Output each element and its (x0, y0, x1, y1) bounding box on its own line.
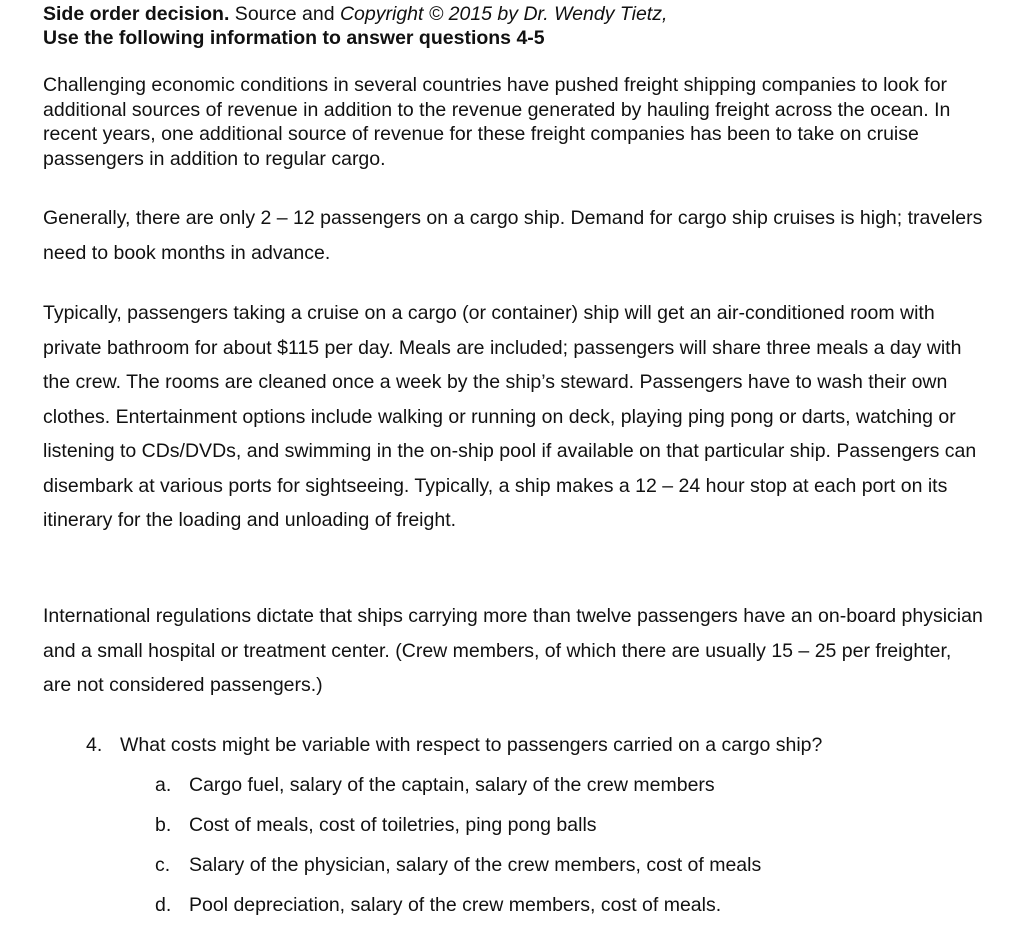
paragraph-passengers: Generally, there are only 2 – 12 passengers on a cargo ship. Demand for cargo ship cruises is high; travelers need to book months in advance. (43, 207, 983, 264)
option-text: Cargo fuel, salary of the captain, salary of the crew members (189, 774, 715, 796)
option-letter: d. (155, 894, 172, 916)
question-text: What costs might be variable with respect to passengers carried on a cargo ship? (120, 734, 823, 756)
paragraph-regulations: International regulations dictate that ships carrying more than twelve passengers have an on-board physician and a small hospital or treatment center. (Crew members, of which there are usually 15 – 25 per freighter, are not considered passengers.) (43, 605, 983, 696)
question-4 (86, 730, 822, 760)
option-text: Pool depreciation, salary of the crew members, cost of meals. (189, 894, 722, 916)
paragraph-intro: Challenging economic conditions in several countries have pushed freight shipping companies to look for additional sources of revenue in addition to the revenue generated by hauling freight across the ocean. In recent years, one additional source of revenue for these freight companies has been to take on cruise passengers in addition to regular cargo. (43, 74, 951, 170)
option-letter: b. (155, 814, 172, 836)
answer-option-a[interactable] (155, 770, 761, 810)
option-letter: c. (155, 854, 171, 876)
header-copyright: Copyright © 2015 by Dr. Wendy Tietz, (339, 3, 668, 25)
answer-option-c[interactable] (155, 850, 761, 890)
paragraph-amenities: Typically, passengers taking a cruise on a cargo (or container) ship will get an air-conditioned room with private bathroom for about $115 per day. Meals are included; passengers will share three meals a day with the crew. The rooms are cleaned once a week by the ship’s steward. Passengers have to wash their own clothes. Entertainment options include walking or running on deck, playing ping pong or darts, watching or listening to CDs/DVDs, and swimming in the on-ship pool if available on that particular ship. Passengers can disembark at various ports for sightseeing. Typically, a ship makes a 12 – 24 hour stop at each port on its itinerary for the loading and unloading of freight. (43, 302, 977, 531)
answer-options (155, 770, 761, 930)
question-number: 4. (86, 734, 103, 756)
option-text: Cost of meals, cost of toiletries, ping pong balls (189, 814, 597, 836)
option-letter: a. (155, 774, 172, 796)
header-line (43, 2, 667, 26)
header-instruction: Use the following information to answer questions 4-5 (43, 27, 545, 49)
answer-option-d[interactable] (155, 890, 761, 930)
option-text: Salary of the physician, salary of the crew members, cost of meals (189, 854, 762, 876)
header-title: Side order decision. (43, 3, 230, 25)
header-source: Source and (229, 3, 340, 25)
answer-option-b[interactable] (155, 810, 761, 850)
